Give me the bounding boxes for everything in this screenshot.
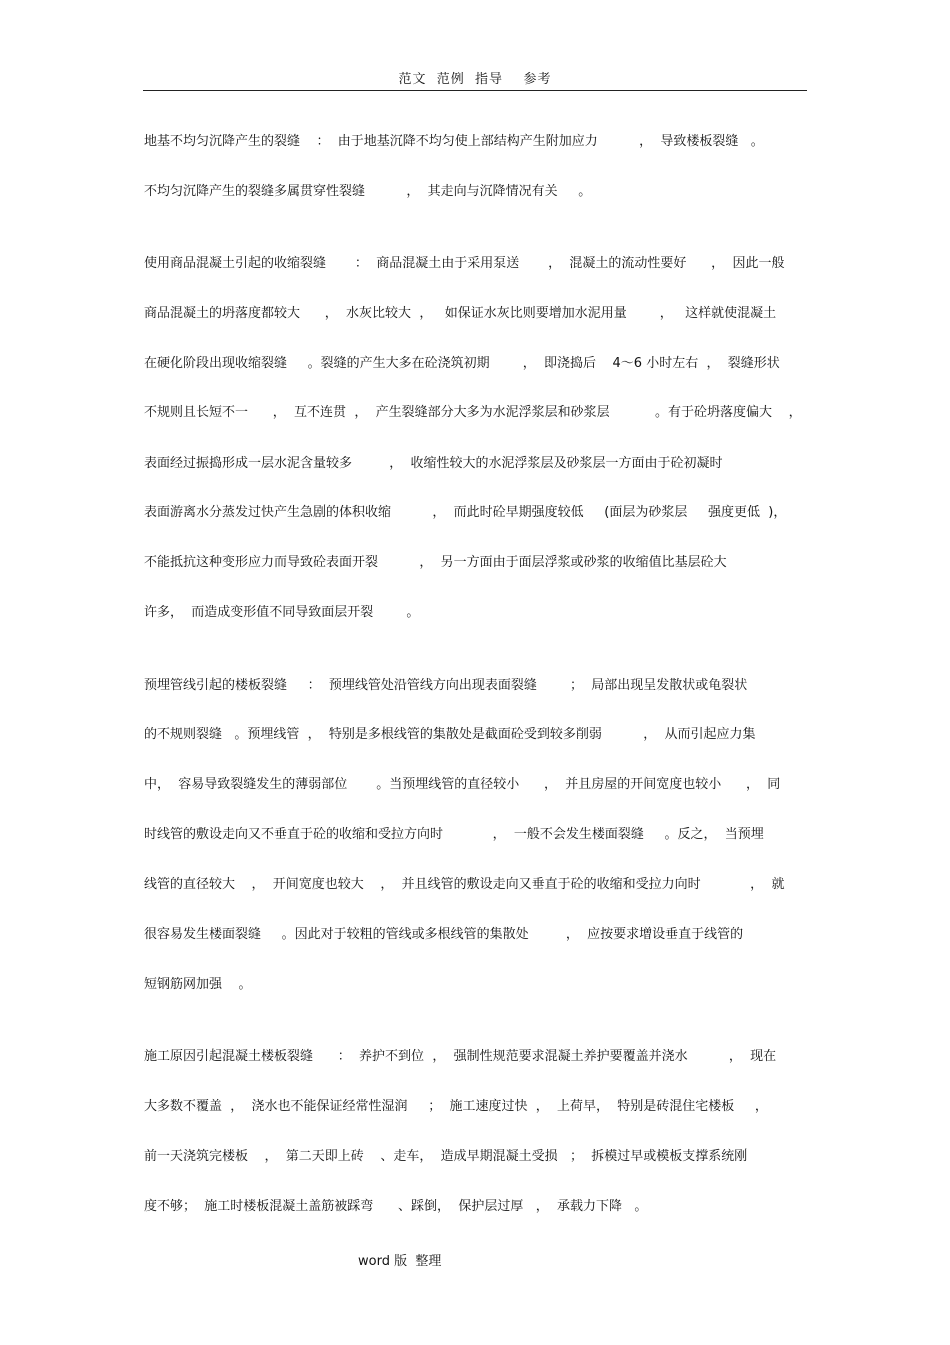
page-footer: word 版 整理 [358,1254,442,1269]
text-line: 度不够； 施工时楼板混凝土盖筋被踩弯 、踩倒， 保护层过厚 ， 承载力下降 。 [144,1199,648,1214]
text-line: 线管的直径较大 ， 开间宽度也较大 ， 并且线管的敷设走向又垂直于砼的收缩和受拉力向时 ， 就 [144,877,785,892]
text-line: 商品混凝土的坍落度都较大 ， 水灰比较大 ， 如保证水灰比则要增加水泥用量 ， 这样就使混凝土 [144,306,777,321]
header-rule [143,90,807,91]
text-line: 使用商品混凝土引起的收缩裂缝 ： 商品混凝土由于采用泵送 ， 混凝土的流动性要好 ， 因此一般 [144,256,785,271]
text-line: 在硬化阶段出现收缩裂缝 。裂缝的产生大多在砼浇筑初期 ， 即浇捣后 4～6 小时左右 ， 裂缝形状 [144,356,780,371]
text-line: 许多， 而造成变形值不同导致面层开裂 。 [144,605,420,620]
text-line: 地基不均匀沉降产生的裂缝 ： 由于地基沉降不均匀使上部结构产生附加应力 ， 导致楼板裂缝 。 [144,134,764,149]
text-line: 表面游离水分蒸发过快产生急剧的体积收缩 ， 而此时砼早期强度较低 (面层为砂浆层 强度更低 )， [144,505,787,520]
page-header: 范文 范例 指导 参考 [398,72,552,87]
text-line: 很容易发生楼面裂缝 。因此对于较粗的管线或多根线管的集散处 ， 应按要求增设垂直于线管的 [144,927,744,942]
text-line: 不均匀沉降产生的裂缝多属贯穿性裂缝 ， 其走向与沉降情况有关 。 [144,184,592,199]
text-line: 大多数不覆盖 ， 浇水也不能保证经常性湿润 ； 施工速度过快 ， 上荷早， 特别是砖混住宅楼板 ， [144,1099,768,1114]
text-line: 不能抵抗这种变形应力而导致砼表面开裂 ， 另一方面由于面层浮浆或砂浆的收缩值比基层砼大 [144,555,727,570]
text-line: 时线管的敷设走向又不垂直于砼的收缩和受拉方向时 ， 一般不会发生楼面裂缝 。反之， 当预埋 [144,827,764,842]
text-line: 的不规则裂缝 。预埋线管 ， 特别是多根线管的集散处是截面砼受到较多削弱 ， 从而引起应力集 [144,727,756,742]
text-line: 短钢筋网加强 。 [144,977,252,992]
text-line: 预埋管线引起的楼板裂缝 ： 预埋线管处沿管线方向出现表面裂缝 ； 局部出现呈发散状或龟裂状 [144,678,748,693]
text-line: 表面经过振捣形成一层水泥含量较多 ， 收缩性较大的水泥浮浆层及砂浆层一方面由于砼初凝时 [144,456,723,471]
text-line: 中， 容易导致裂缝发生的薄弱部位 。当预埋线管的直径较小 ， 并且房屋的开间宽度也较小 ， 同 [144,777,781,792]
text-line: 不规则且长短不一 ， 互不连贯 ， 产生裂缝部分大多为水泥浮浆层和砂浆层 。有于砼坍落度偏大 ， [144,405,802,420]
text-line: 施工原因引起混凝土楼板裂缝 ： 养护不到位 ， 强制性规范要求混凝土养护要覆盖并浇水 ， 现在 [144,1049,777,1064]
text-line: 前一天浇筑完楼板 ， 第二天即上砖 、走车， 造成早期混凝土受损 ； 拆模过早或模板支撑系统刚 [144,1149,748,1164]
